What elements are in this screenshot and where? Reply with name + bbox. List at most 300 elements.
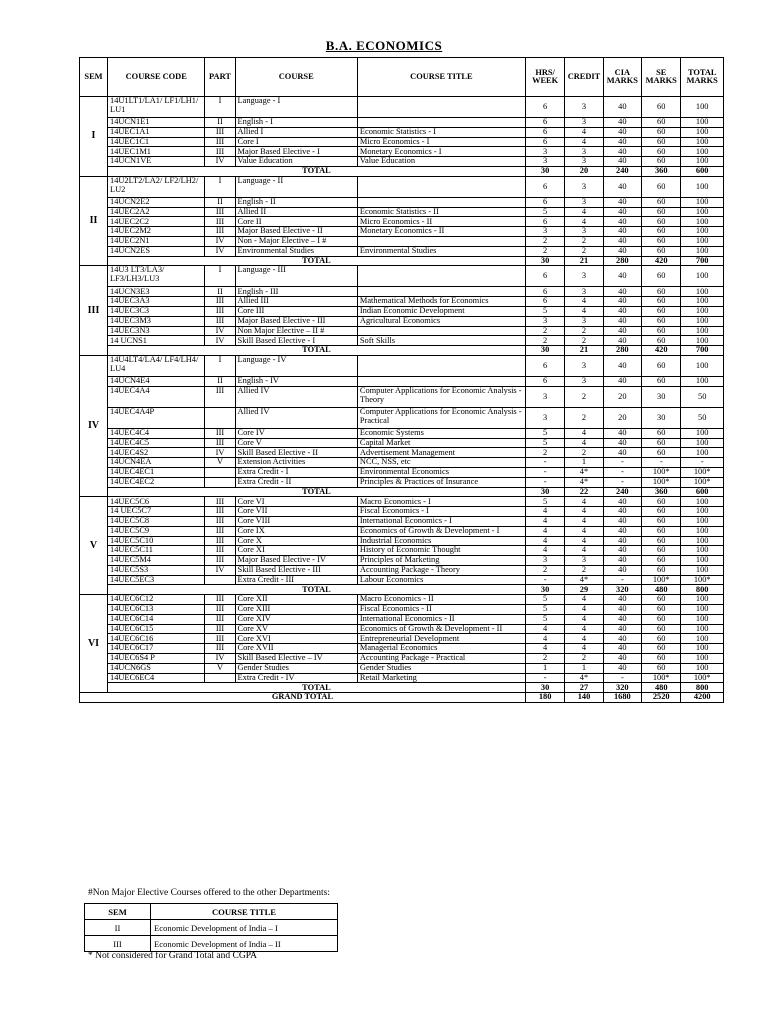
- course-title: Monetary Economics - I: [357, 147, 525, 157]
- course-name: Extra Credit - III: [235, 575, 357, 585]
- course-row: [80, 428, 724, 438]
- total-se: 360: [642, 166, 681, 176]
- course-name: Gender Studies: [235, 663, 357, 673]
- se-marks: 60: [642, 634, 681, 644]
- se-marks: 60: [642, 197, 681, 207]
- course-part: IV: [205, 246, 235, 256]
- se-marks: 30: [642, 407, 681, 428]
- hrs-week: 4: [525, 507, 564, 517]
- course-code: 14UEC5C8: [108, 516, 205, 526]
- hrs-week: 6: [525, 297, 564, 307]
- course-code: 14U1LT1/LA1/ LF1/LH1/ LU1: [108, 97, 205, 118]
- course-name: Skill Based Elective - II: [235, 448, 357, 458]
- course-title: [357, 97, 525, 118]
- hrs-week: 4: [525, 516, 564, 526]
- course-part: II: [205, 197, 235, 207]
- se-marks: 60: [642, 546, 681, 556]
- course-part: III: [205, 147, 235, 157]
- cia-marks: 40: [603, 526, 641, 536]
- total-se: 360: [642, 487, 681, 497]
- cia-marks: 40: [603, 287, 641, 297]
- course-row: [80, 507, 724, 517]
- total-marks: 100: [681, 605, 724, 615]
- semester-total-label: TOTAL: [108, 346, 526, 356]
- course-code: 14UCN3E3: [108, 287, 205, 297]
- course-part: III: [205, 137, 235, 147]
- semester-total-row: [80, 585, 724, 595]
- se-marks: 60: [642, 306, 681, 316]
- cia-marks: 40: [603, 605, 641, 615]
- cia-marks: 40: [603, 326, 641, 336]
- se-marks: 60: [642, 556, 681, 566]
- cia-marks: 40: [603, 217, 641, 227]
- total-marks: 100: [681, 217, 724, 227]
- course-part: I: [205, 176, 235, 197]
- course-part: V: [205, 458, 235, 468]
- hrs-week: 4: [525, 526, 564, 536]
- course-title: [357, 118, 525, 128]
- course-title: Advertisement Management: [357, 448, 525, 458]
- course-part: III: [205, 536, 235, 546]
- total-marks: 100: [681, 306, 724, 316]
- semester-total-row: [80, 683, 724, 693]
- course-name: Allied III: [235, 297, 357, 307]
- cia-marks: 40: [603, 197, 641, 207]
- total-marks: 100: [681, 546, 724, 556]
- course-title: Macro Economics - I: [357, 497, 525, 507]
- total-hrs: 30: [525, 585, 564, 595]
- non-major-sem: II: [85, 920, 151, 936]
- course-title: Retail Marketing: [357, 673, 525, 683]
- total-marks: 100: [681, 536, 724, 546]
- total-marks: 100*: [681, 477, 724, 487]
- header-part: PART: [205, 58, 235, 97]
- se-marks: 60: [642, 644, 681, 654]
- hrs-week: 6: [525, 127, 564, 137]
- header-course: COURSE: [235, 58, 357, 97]
- course-row: [80, 217, 724, 227]
- course-part: IV: [205, 565, 235, 575]
- total-marks: 100: [681, 595, 724, 605]
- course-part: III: [205, 297, 235, 307]
- cia-marks: 40: [603, 546, 641, 556]
- hrs-week: 2: [525, 565, 564, 575]
- se-marks: 60: [642, 127, 681, 137]
- se-marks: 60: [642, 595, 681, 605]
- course-row: [80, 97, 724, 118]
- course-code: 14UEC6C13: [108, 605, 205, 615]
- course-name: Language - II: [235, 176, 357, 197]
- course-code: 14UCN1VE: [108, 157, 205, 167]
- course-name: Core XIII: [235, 605, 357, 615]
- total-marks: 100: [681, 438, 724, 448]
- course-name: Major Based Elective - IV: [235, 556, 357, 566]
- hrs-week: 2: [525, 336, 564, 346]
- course-name: Core IX: [235, 526, 357, 536]
- total-marks: 100: [681, 246, 724, 256]
- course-code: 14U3 LT3/LA3/ LF3/LH3/LU3: [108, 266, 205, 287]
- course-title: Micro Economics - I: [357, 137, 525, 147]
- course-code: 14UEC2A2: [108, 207, 205, 217]
- se-marks: 100*: [642, 673, 681, 683]
- total-marks: 100: [681, 336, 724, 346]
- course-title: Economics of Growth & Development - I: [357, 526, 525, 536]
- course-part: III: [205, 207, 235, 217]
- course-row: [80, 448, 724, 458]
- hrs-week: 5: [525, 428, 564, 438]
- credit: 4*: [565, 467, 603, 477]
- course-part: III: [205, 507, 235, 517]
- course-part: III: [205, 316, 235, 326]
- total-se: 480: [642, 683, 681, 693]
- course-part: III: [205, 624, 235, 634]
- course-title: NCC, NSS, etc: [357, 458, 525, 468]
- course-name: Language - III: [235, 266, 357, 287]
- semester-total-row: [80, 256, 724, 266]
- grand-se: 2520: [642, 693, 681, 703]
- non-major-title: Economic Development of India – I: [151, 920, 338, 936]
- course-code: 14UEC5C11: [108, 546, 205, 556]
- cia-marks: 40: [603, 355, 641, 376]
- credit: 4: [565, 207, 603, 217]
- curriculum-body: [80, 97, 724, 703]
- course-code: 14UEC6C14: [108, 614, 205, 624]
- total-cia: 280: [603, 346, 641, 356]
- cia-marks: 40: [603, 536, 641, 546]
- total-marks: 100: [681, 207, 724, 217]
- course-title: Economic Systems: [357, 428, 525, 438]
- credit: 3: [565, 197, 603, 207]
- course-row: [80, 118, 724, 128]
- course-part: III: [205, 516, 235, 526]
- course-name: Core II: [235, 217, 357, 227]
- total-marks: 100: [681, 157, 724, 167]
- credit: 4: [565, 605, 603, 615]
- credit: 2: [565, 407, 603, 428]
- course-part: II: [205, 287, 235, 297]
- total-cia: 240: [603, 166, 641, 176]
- course-part: IV: [205, 157, 235, 167]
- hrs-week: 5: [525, 438, 564, 448]
- credit: 3: [565, 376, 603, 386]
- course-code: 14UEC5C9: [108, 526, 205, 536]
- se-marks: 60: [642, 614, 681, 624]
- total-hrs: 30: [525, 346, 564, 356]
- course-code: 14UEC4C5: [108, 438, 205, 448]
- cia-marks: 40: [603, 516, 641, 526]
- curriculum-table: [79, 57, 724, 703]
- credit: 4: [565, 306, 603, 316]
- course-part: III: [205, 644, 235, 654]
- cia-marks: 40: [603, 438, 641, 448]
- se-marks: 60: [642, 605, 681, 615]
- cia-marks: 40: [603, 137, 641, 147]
- course-title: Economics of Growth & Development - II: [357, 624, 525, 634]
- se-marks: 60: [642, 376, 681, 386]
- hrs-week: 2: [525, 654, 564, 664]
- course-code: 14UEC5C10: [108, 536, 205, 546]
- course-code: 14UEC3M3: [108, 316, 205, 326]
- hrs-week: 5: [525, 207, 564, 217]
- course-code: 14UEC6C17: [108, 644, 205, 654]
- course-code: 14UEC6C15: [108, 624, 205, 634]
- course-part: [205, 477, 235, 487]
- hrs-week: 4: [525, 624, 564, 634]
- total-hrs: 30: [525, 166, 564, 176]
- cia-marks: 40: [603, 595, 641, 605]
- course-code: 14UEC3N3: [108, 326, 205, 336]
- non-major-sem: III: [85, 936, 151, 952]
- course-title: Fiscal Economics - II: [357, 605, 525, 615]
- total-marks: 100: [681, 287, 724, 297]
- course-title: Accounting Package - Practical: [357, 654, 525, 664]
- course-name: Core XVII: [235, 644, 357, 654]
- course-code: 14UEC3C3: [108, 306, 205, 316]
- course-part: [205, 673, 235, 683]
- course-part: III: [205, 546, 235, 556]
- credit: 3: [565, 147, 603, 157]
- total-marks: 100: [681, 297, 724, 307]
- course-title: [357, 176, 525, 197]
- total-marks: 100: [681, 614, 724, 624]
- course-row: [80, 326, 724, 336]
- course-row: [80, 624, 724, 634]
- total-marks: 100: [681, 644, 724, 654]
- credit: 4: [565, 644, 603, 654]
- credit: 3: [565, 355, 603, 376]
- hrs-week: 6: [525, 197, 564, 207]
- total-total: 700: [681, 346, 724, 356]
- course-row: [80, 386, 724, 407]
- course-row: [80, 207, 724, 217]
- course-name: Allied I: [235, 127, 357, 137]
- course-name: Environmental Studies: [235, 246, 357, 256]
- course-title: Principles & Practices of Insurance: [357, 477, 525, 487]
- course-code: 14UCN4EA: [108, 458, 205, 468]
- course-row: [80, 644, 724, 654]
- cia-marks: 40: [603, 336, 641, 346]
- se-marks: 60: [642, 654, 681, 664]
- total-marks: 100: [681, 266, 724, 287]
- course-name: Major Based Elective - I: [235, 147, 357, 157]
- course-code: 14UEC2C2: [108, 217, 205, 227]
- course-part: IV: [205, 448, 235, 458]
- semester-total-row: [80, 166, 724, 176]
- hrs-week: 5: [525, 306, 564, 316]
- footnote: * Not considered for Grand Total and CGPA: [88, 951, 257, 961]
- cia-marks: 40: [603, 376, 641, 386]
- hrs-week: 6: [525, 137, 564, 147]
- course-row: [80, 197, 724, 207]
- cia-marks: 40: [603, 654, 641, 664]
- course-title: Managerial Economics: [357, 644, 525, 654]
- se-marks: 60: [642, 227, 681, 237]
- cia-marks: 40: [603, 207, 641, 217]
- course-code: 14UEC1C1: [108, 137, 205, 147]
- grand-cia: 1680: [603, 693, 641, 703]
- total-marks: 100: [681, 326, 724, 336]
- semester-total-label: TOTAL: [108, 585, 526, 595]
- cia-marks: 20: [603, 386, 641, 407]
- course-row: [80, 595, 724, 605]
- header-hrs-week: HRS/ WEEK: [525, 58, 564, 97]
- cia-marks: 40: [603, 227, 641, 237]
- hrs-week: 6: [525, 287, 564, 297]
- total-credit: 22: [565, 487, 603, 497]
- course-title: Value Education: [357, 157, 525, 167]
- hrs-week: 3: [525, 556, 564, 566]
- hrs-week: 4: [525, 546, 564, 556]
- course-part: [205, 407, 235, 428]
- course-title: [357, 266, 525, 287]
- non-major-header-row: [85, 904, 338, 920]
- cia-marks: -: [603, 467, 641, 477]
- course-code: 14UEC6C16: [108, 634, 205, 644]
- course-row: [80, 477, 724, 487]
- total-marks: 100: [681, 556, 724, 566]
- course-row: [80, 227, 724, 237]
- course-part: III: [205, 227, 235, 237]
- course-code: 14UEC5M4: [108, 556, 205, 566]
- total-hrs: 30: [525, 256, 564, 266]
- course-row: [80, 246, 724, 256]
- course-name: Skill Based Elective - III: [235, 565, 357, 575]
- course-row: [80, 236, 724, 246]
- course-row: [80, 526, 724, 536]
- course-part: III: [205, 217, 235, 227]
- course-name: Core X: [235, 536, 357, 546]
- credit: 4: [565, 497, 603, 507]
- total-total: 800: [681, 683, 724, 693]
- se-marks: 60: [642, 516, 681, 526]
- course-row: [80, 336, 724, 346]
- course-name: Non - Major Elective – I #: [235, 236, 357, 246]
- grand-total-label: GRAND TOTAL: [80, 693, 526, 703]
- hrs-week: 5: [525, 605, 564, 615]
- course-row: [80, 556, 724, 566]
- non-major-header-sem: SEM: [85, 904, 151, 920]
- course-code: 14U2LT2/LA2/ LF2/LH2/ LU2: [108, 176, 205, 197]
- credit: 3: [565, 97, 603, 118]
- cia-marks: 40: [603, 497, 641, 507]
- hrs-week: 2: [525, 246, 564, 256]
- total-hrs: 30: [525, 487, 564, 497]
- total-marks: 100: [681, 197, 724, 207]
- total-cia: 320: [603, 585, 641, 595]
- course-title: Computer Applications for Economic Analysis - Practical: [357, 407, 525, 428]
- course-title: Macro Economics - II: [357, 595, 525, 605]
- se-marks: 60: [642, 176, 681, 197]
- hrs-week: 6: [525, 355, 564, 376]
- se-marks: 60: [642, 663, 681, 673]
- course-part: IV: [205, 326, 235, 336]
- course-part: III: [205, 438, 235, 448]
- cia-marks: 40: [603, 236, 641, 246]
- course-name: Core XIV: [235, 614, 357, 624]
- credit: 4: [565, 595, 603, 605]
- course-code: 14UEC5EC3: [108, 575, 205, 585]
- course-name: Core VI: [235, 497, 357, 507]
- header-row: [80, 58, 724, 97]
- hrs-week: 6: [525, 97, 564, 118]
- se-marks: 60: [642, 157, 681, 167]
- total-credit: 21: [565, 346, 603, 356]
- credit: 4: [565, 634, 603, 644]
- total-hrs: 30: [525, 683, 564, 693]
- course-row: [80, 565, 724, 575]
- credit: 3: [565, 266, 603, 287]
- course-name: Extra Credit - II: [235, 477, 357, 487]
- hrs-week: 6: [525, 266, 564, 287]
- cia-marks: 40: [603, 556, 641, 566]
- course-title: International Economics - II: [357, 614, 525, 624]
- cia-marks: 40: [603, 507, 641, 517]
- se-marks: 60: [642, 497, 681, 507]
- total-total: 700: [681, 256, 724, 266]
- credit: 2: [565, 448, 603, 458]
- course-name: Skill Based Elective – IV: [235, 654, 357, 664]
- hrs-week: 5: [525, 595, 564, 605]
- hrs-week: -: [525, 477, 564, 487]
- credit: 4: [565, 614, 603, 624]
- credit: 4: [565, 624, 603, 634]
- cia-marks: 40: [603, 306, 641, 316]
- course-name: Core IV: [235, 428, 357, 438]
- cia-marks: 20: [603, 407, 641, 428]
- course-name: Core XII: [235, 595, 357, 605]
- course-part: III: [205, 428, 235, 438]
- credit: 3: [565, 316, 603, 326]
- course-name: Value Education: [235, 157, 357, 167]
- credit: 2: [565, 236, 603, 246]
- credit: 3: [565, 176, 603, 197]
- se-marks: 30: [642, 386, 681, 407]
- se-marks: 60: [642, 246, 681, 256]
- total-credit: 20: [565, 166, 603, 176]
- cia-marks: 40: [603, 663, 641, 673]
- course-title: History of Economic Thought: [357, 546, 525, 556]
- course-part: II: [205, 376, 235, 386]
- header-cia-marks: CIA MARKS: [603, 58, 641, 97]
- credit: 2: [565, 386, 603, 407]
- course-row: [80, 654, 724, 664]
- course-row: [80, 458, 724, 468]
- course-row: [80, 634, 724, 644]
- se-marks: 60: [642, 355, 681, 376]
- course-title: Economic Statistics - I: [357, 127, 525, 137]
- semester-label: I: [80, 97, 108, 177]
- course-title: Computer Applications for Economic Analysis - Theory: [357, 386, 525, 407]
- credit: 1: [565, 458, 603, 468]
- semester-label: II: [80, 176, 108, 266]
- credit: 3: [565, 118, 603, 128]
- course-part: III: [205, 605, 235, 615]
- course-title: Environmental Studies: [357, 246, 525, 256]
- se-marks: 60: [642, 207, 681, 217]
- hrs-week: 3: [525, 157, 564, 167]
- course-code: 14UEC4EC1: [108, 467, 205, 477]
- course-name: Core I: [235, 137, 357, 147]
- total-se: 420: [642, 346, 681, 356]
- course-row: [80, 355, 724, 376]
- course-title: Economic Statistics - II: [357, 207, 525, 217]
- course-code: 14UEC4C4: [108, 428, 205, 438]
- course-part: III: [205, 306, 235, 316]
- course-title: [357, 376, 525, 386]
- total-marks: 100: [681, 448, 724, 458]
- course-row: [80, 287, 724, 297]
- course-name: English - I: [235, 118, 357, 128]
